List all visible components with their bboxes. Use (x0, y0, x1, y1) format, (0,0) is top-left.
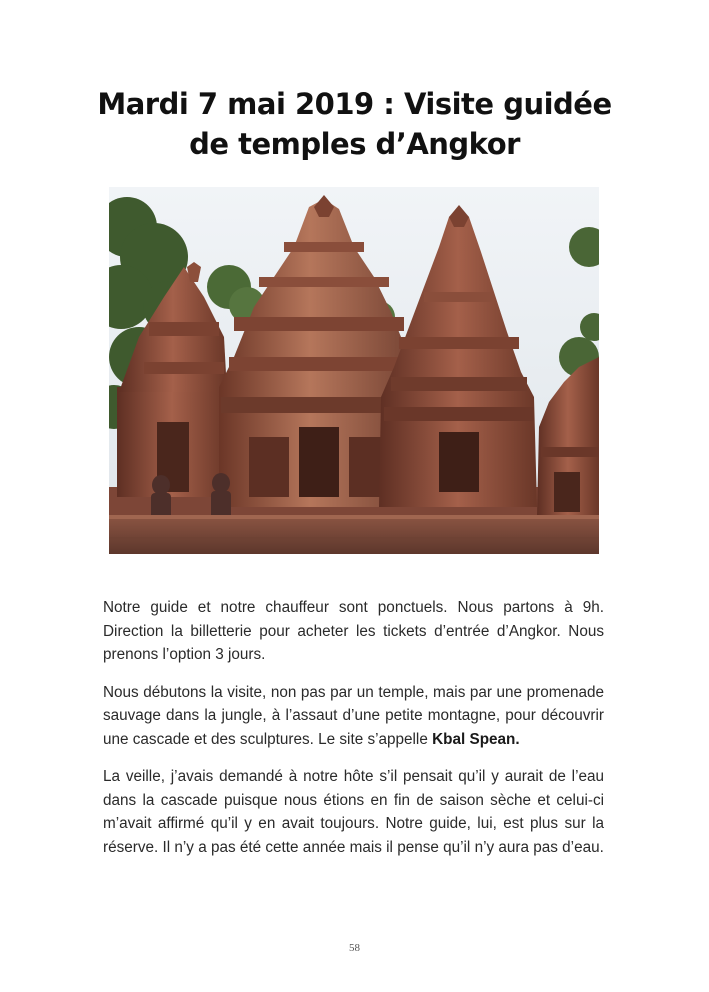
paragraph-3: La veille, j’avais demandé à notre hôte s’il pensait qu’il y aurait de l’eau dans la cascade puisque nous étions en fin de saison sèche et celui-ci m’avait affirmé qu’il y en avait toujours. Notre guide, lui, est plus sur la réserve. Il n’y a pas été cette année mais il pense qu’il n’y aura pas d’eau. (103, 768, 604, 856)
site-name-bold: Kbal Spean. (432, 730, 520, 748)
page-title (60, 84, 649, 164)
paragraph-2 (103, 681, 604, 752)
paragraph-1: Notre guide et notre chauffeur sont ponctuels. Nous partons à 9h. Direction la billetterie pour acheter les tickets d’entrée d’Angkor. Nous prenons l’option 3 jours. (103, 599, 604, 663)
title-line-2: de temples d’Angkor (189, 127, 520, 161)
title-line-1: Mardi 7 mai 2019 : Visite guidée (97, 87, 612, 121)
page-number: 58 (349, 942, 360, 954)
temple-photo (109, 187, 599, 554)
paragraph-2-text: Nous débutons la visite, non pas par un temple, mais par une promenade sauvage dans la jungle, à l’assaut d’une petite montagne, pour découvrir une cascade et des sculptures. Le site s’appelle (103, 683, 604, 748)
body-text (103, 596, 604, 873)
